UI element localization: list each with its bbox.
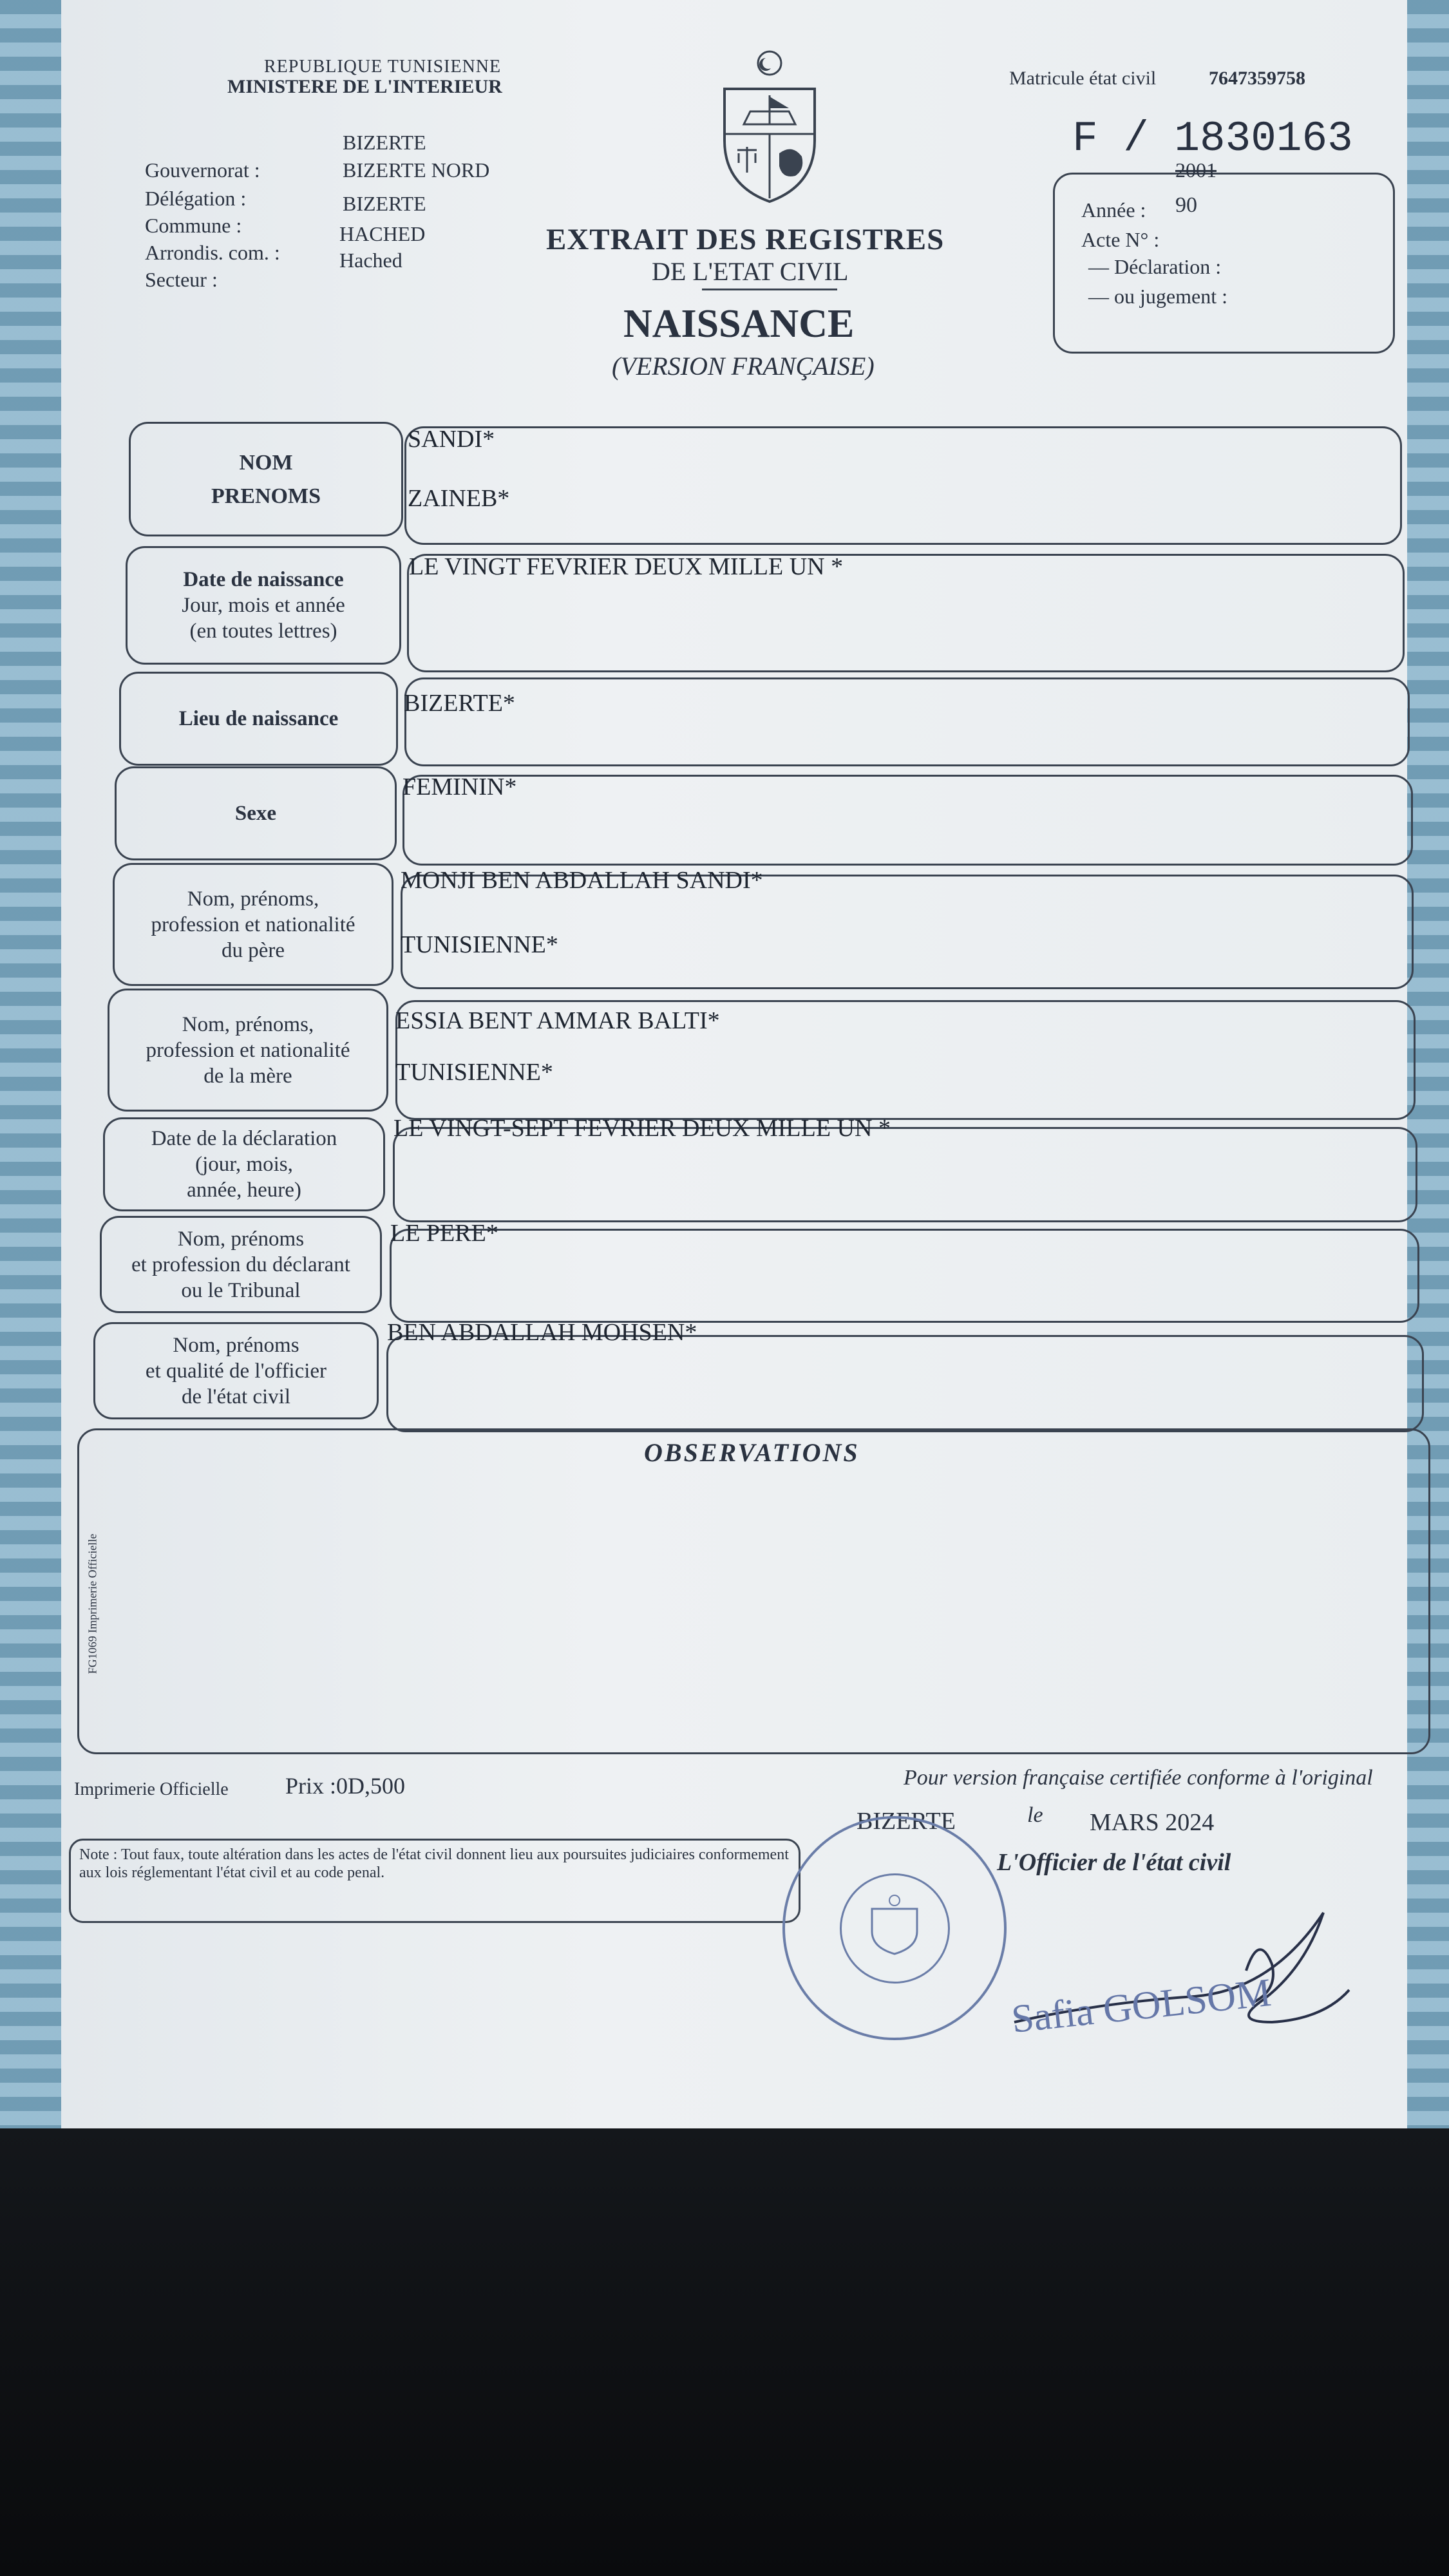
secteur-label: Secteur : xyxy=(145,268,218,291)
signature-name-stamp: Safia GOLSOM xyxy=(1009,1971,1274,2041)
title-line1: EXTRAIT DES REGISTRES xyxy=(546,223,945,256)
lieu-label: Lieu de naissance xyxy=(178,707,339,730)
mere-label-line1: Nom, prénoms, xyxy=(182,1013,314,1036)
declarant-value-box xyxy=(390,1229,1419,1323)
serial-number: F / 1830163 xyxy=(1072,115,1353,163)
issue-le: le xyxy=(1027,1803,1043,1827)
declarant-value: LE PERE* xyxy=(390,1220,498,1247)
mere-label xyxy=(108,990,388,1111)
pere-label-line3: du père xyxy=(221,939,285,962)
mere-name-value: ESSIA BENT AMMAR BALTI* xyxy=(395,1007,720,1034)
pere-label-line2: profession et nationalité xyxy=(151,913,355,936)
acte-value: 90 xyxy=(1175,193,1197,217)
nom-label xyxy=(129,425,403,535)
sexe-label: Sexe xyxy=(234,802,277,825)
mere-label-line2: profession et nationalité xyxy=(146,1039,350,1062)
official-stamp xyxy=(782,1816,1007,2040)
annee-value: 2001 xyxy=(1175,158,1217,182)
gouvernorat-value: BIZERTE xyxy=(343,131,426,154)
officier-label-line3: de l'état civil xyxy=(181,1385,291,1408)
observations-box xyxy=(77,1428,1430,1754)
issue-place: BIZERTE xyxy=(857,1808,956,1835)
certificate-paper xyxy=(61,0,1407,2128)
republique-text: REPUBLIQUE TUNISIENNE xyxy=(264,57,502,77)
mere-label-line3: de la mère xyxy=(204,1065,292,1088)
declarant-label-line1: Nom, prénoms xyxy=(177,1227,305,1251)
officier-label-line1: Nom, prénoms xyxy=(173,1333,299,1357)
nom-value: SANDI* xyxy=(408,426,495,453)
sexe-value-box xyxy=(402,775,1413,866)
delegation-label: Délégation : xyxy=(145,187,247,210)
lieu-value-box xyxy=(404,677,1410,766)
certified-conform-text: Pour version française certifiée conforme à l'original xyxy=(904,1766,1373,1790)
sexe-value: FEMININ* xyxy=(402,773,517,800)
tunisia-coat-of-arms-icon xyxy=(712,44,828,211)
date-naissance-value: LE VINGT FEVRIER DEUX MILLE UN * xyxy=(409,553,844,580)
imprimerie-text: Imprimerie Officielle xyxy=(74,1779,229,1799)
prenoms-label-text: PRENOMS xyxy=(211,484,321,508)
declaration-label-line3: année, heure) xyxy=(187,1179,301,1202)
ministere-text: MINISTERE DE L'INTERIEUR xyxy=(227,76,502,97)
acte-label: Acte N° : xyxy=(1081,228,1160,251)
commune-label: Commune : xyxy=(145,214,242,237)
gouvernorat-label: Gouvernorat : xyxy=(145,158,260,182)
arrondis-value: HACHED xyxy=(339,222,426,245)
issue-date: MARS 2024 xyxy=(1090,1809,1215,1836)
commune-value: BIZERTE xyxy=(343,192,426,215)
title-divider xyxy=(702,289,837,290)
date-naissance-label-sub1: Jour, mois et année xyxy=(182,594,345,617)
legal-note-text: Note : Tout faux, toute altération dans les actes de l'état civil donnent lieu aux poursuites judiciaires conformement aux lois réglementant l'état civil et au code penal. xyxy=(79,1846,789,1881)
declarant-label-line3: ou le Tribunal xyxy=(181,1278,301,1302)
matricule-value: 7647359758 xyxy=(1209,68,1305,89)
delegation-value: BIZERTE NORD xyxy=(343,158,490,182)
nom-value-box xyxy=(404,426,1402,545)
lieu-value: BIZERTE* xyxy=(404,690,515,717)
document-type-title: NAISSANCE xyxy=(623,302,855,346)
matricule-label: Matricule état civil xyxy=(1009,68,1157,89)
arrondis-label: Arrondis. com. : xyxy=(145,241,280,264)
stamp-emblem-icon xyxy=(862,1893,927,1957)
declaration-label-line2: (jour, mois, xyxy=(195,1153,293,1176)
prix-text: Prix :0D,500 xyxy=(285,1773,406,1799)
date-naissance-label-text: Date de naissance xyxy=(183,568,344,591)
date-naissance-label xyxy=(126,546,401,665)
mere-nationality-value: TUNISIENNE* xyxy=(395,1059,553,1086)
officier-value-box xyxy=(386,1335,1424,1432)
left-decorative-border xyxy=(0,0,71,2128)
dark-background xyxy=(0,2128,1449,2576)
nom-label-text: NOM xyxy=(239,451,293,475)
title-line2: DE L'ETAT CIVIL xyxy=(652,257,849,286)
officier-label xyxy=(93,1322,379,1419)
pere-nationality-value: TUNISIENNE* xyxy=(401,931,558,958)
pere-name-value: MONJI BEN ABDALLAH SANDI* xyxy=(401,867,763,894)
date-naissance-label-sub2: (en toutes lettres) xyxy=(189,620,337,643)
declarant-label xyxy=(100,1216,382,1313)
officier-label-line2: et qualité de l'officier xyxy=(145,1359,327,1383)
declaration-value: LE VINGT-SEPT FEVRIER DEUX MILLE UN * xyxy=(393,1115,891,1142)
prenom-value: ZAINEB* xyxy=(408,485,510,512)
officier-value: BEN ABDALLAH MOHSEN* xyxy=(387,1319,697,1346)
annee-label: Année : xyxy=(1081,198,1146,222)
officier-title: L'Officier de l'état civil xyxy=(997,1849,1231,1876)
observations-heading: OBSERVATIONS xyxy=(644,1438,860,1467)
version-subtitle: (VERSION FRANÇAISE) xyxy=(612,352,875,381)
pere-label-line1: Nom, prénoms, xyxy=(187,887,319,911)
secteur-value: Hached xyxy=(339,249,402,272)
jugement-option: — ou jugement : xyxy=(1088,285,1227,308)
pere-label xyxy=(113,864,393,985)
declarant-label-line2: et profession du déclarant xyxy=(131,1253,350,1276)
declaration-label xyxy=(103,1117,385,1211)
side-print-reference: FG1069 Imprimerie Officielle xyxy=(86,1533,99,1674)
declaration-label-line1: Date de la déclaration xyxy=(151,1127,337,1150)
declaration-option: — Déclaration : xyxy=(1088,255,1222,278)
